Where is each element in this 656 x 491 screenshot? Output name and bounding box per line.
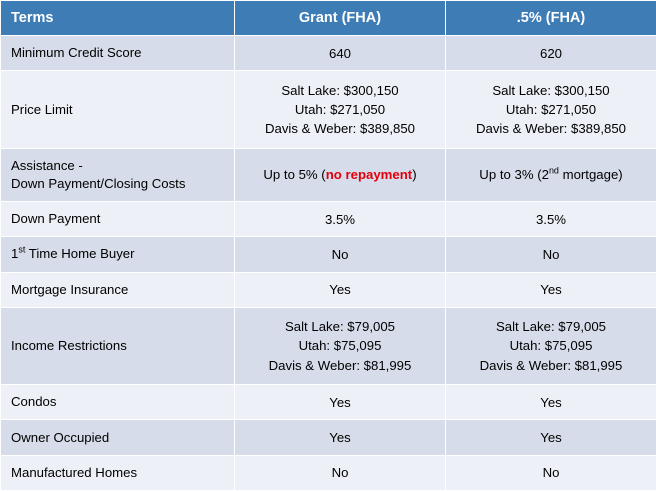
price-limit-davis-weber: Davis & Weber: $389,850 [264, 121, 416, 136]
price-limit-salt-lake: Salt Lake: $300,150 [281, 82, 399, 98]
row-label-mortgage-insurance: Mortgage Insurance [1, 272, 235, 307]
row-label-condos: Condos [1, 385, 235, 420]
row-label-income-restrictions: Income Restrictions [1, 307, 235, 384]
cell-grant-condos: Yes [235, 385, 446, 420]
first-time-suffix: Time Home Buyer [25, 246, 135, 262]
cell-half-assistance [446, 148, 656, 201]
price-limit-davis-weber: Davis & Weber: $389,850 [475, 121, 627, 136]
assistance-grant-suffix: ) [412, 167, 417, 183]
price-limit-utah: Utah: $271,050 [294, 101, 386, 117]
header-grant-fha: Grant (FHA) [235, 1, 446, 36]
table-row [1, 385, 656, 420]
header-terms: Terms [1, 1, 235, 36]
assistance-label-line-2: Down Payment/Closing Costs [11, 175, 186, 191]
first-time-prefix: 1 [11, 246, 19, 262]
income-utah: Utah: $75,095 [509, 338, 593, 354]
table-header [1, 1, 656, 36]
cell-grant-income-restrictions [235, 307, 446, 384]
cell-grant-price-limit [235, 71, 446, 148]
table-row [1, 455, 656, 490]
assistance-half-ordinal: nd [548, 165, 559, 176]
cell-grant-assistance [235, 148, 446, 201]
cell-half-price-limit [446, 71, 656, 148]
table-row [1, 148, 656, 201]
assistance-grant-highlight: no repayment [325, 167, 413, 183]
cell-grant-minimum-credit-score: 640 [235, 36, 446, 71]
assistance-grant-prefix: Up to 5% ( [263, 167, 326, 183]
cell-half-owner-occupied: Yes [446, 420, 656, 455]
row-label-assistance [1, 148, 235, 201]
cell-grant-mortgage-insurance: Yes [235, 272, 446, 307]
header-half-percent-fha: .5% (FHA) [446, 1, 656, 36]
assistance-half-prefix: Up to 3% (2 [479, 167, 549, 183]
row-label-owner-occupied: Owner Occupied [1, 420, 235, 455]
income-davis-weber: Davis & Weber: $81,995 [268, 357, 412, 373]
table-row [1, 201, 656, 236]
assistance-half-suffix: mortgage) [558, 167, 623, 183]
income-salt-lake: Salt Lake: $79,005 [285, 319, 395, 335]
row-label-down-payment: Down Payment [1, 201, 235, 236]
cell-grant-manufactured-homes: No [235, 455, 446, 490]
table-row [1, 307, 656, 384]
cell-half-manufactured-homes: No [446, 455, 656, 490]
table-row [1, 420, 656, 455]
cell-half-minimum-credit-score: 620 [446, 36, 656, 71]
cell-half-down-payment: 3.5% [446, 201, 656, 236]
income-utah: Utah: $75,095 [298, 338, 382, 354]
cell-half-condos: Yes [446, 385, 656, 420]
income-salt-lake: Salt Lake: $79,005 [496, 319, 606, 335]
table-row [1, 36, 656, 71]
row-label-first-time-home-buyer [1, 237, 235, 272]
price-limit-utah: Utah: $271,050 [505, 101, 597, 117]
row-label-manufactured-homes: Manufactured Homes [1, 455, 235, 490]
cell-half-first-time-home-buyer: No [446, 237, 656, 272]
assistance-label-line-1: Assistance - [11, 157, 83, 173]
cell-grant-owner-occupied: Yes [235, 420, 446, 455]
table-row [1, 71, 656, 148]
cell-grant-down-payment: 3.5% [235, 201, 446, 236]
header-row [1, 1, 656, 36]
income-davis-weber: Davis & Weber: $81,995 [479, 357, 623, 373]
cell-grant-first-time-home-buyer: No [235, 237, 446, 272]
cell-half-mortgage-insurance: Yes [446, 272, 656, 307]
first-time-ordinal: st [18, 245, 26, 256]
cell-half-income-restrictions [446, 307, 656, 384]
table-row [1, 237, 656, 272]
table-body [1, 36, 656, 491]
row-label-price-limit: Price Limit [1, 71, 235, 148]
table-row [1, 272, 656, 307]
row-label-minimum-credit-score: Minimum Credit Score [1, 36, 235, 71]
price-limit-salt-lake: Salt Lake: $300,150 [492, 82, 610, 98]
